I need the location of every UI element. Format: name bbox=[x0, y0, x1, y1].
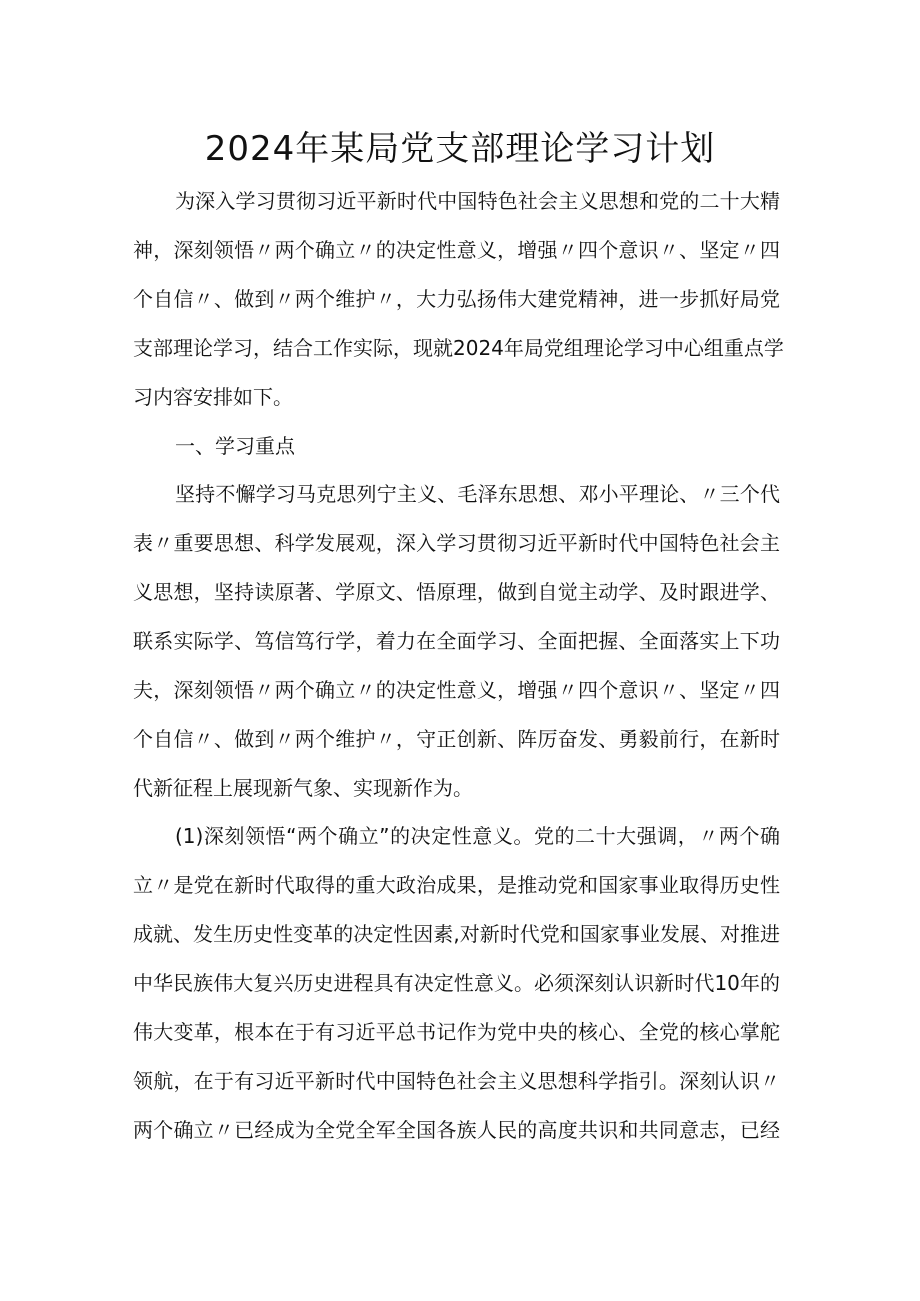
intro-line: 习内容安排如下。 bbox=[133, 385, 293, 409]
section1-line: 联系实际学、笃信笃行学，着力在全面学习、全面把握、全面落实上下功 bbox=[133, 629, 780, 653]
intro-line: 为深入学习贯彻习近平新时代中国特色社会主义思想和党的二十大精 bbox=[175, 189, 780, 213]
item1-line: 伟大变革，根本在于有习近平总书记作为党中央的核心、全党的核心掌舵 bbox=[133, 1020, 780, 1044]
section1-line: 表〃重要思想、科学发展观，深入学习贯彻习近平新时代中国特色社会主 bbox=[133, 531, 780, 555]
section1-line: 义思想，坚持读原著、学原文、悟原理，做到自觉主动学、及时跟进学、 bbox=[133, 580, 780, 604]
section1-line: 夫，深刻领悟〃两个确立〃的决定性意义，增强〃四个意识〃、坚定〃四 bbox=[133, 678, 780, 702]
item1-line: 成就、发生历史性变革的决定性因素,对新时代党和国家事业发展、对推进 bbox=[133, 922, 780, 946]
item1-line: (1)深刻领悟“两个确立”的决定性意义。党的二十大强调，〃两个确 bbox=[175, 824, 780, 848]
item1-line: 中华民族伟大复兴历史进程具有决定性意义。必须深刻认识新时代10年的 bbox=[133, 971, 780, 995]
intro-line: 支部理论学习，结合工作实际，现就2024年局党组理论学习中心组重点学 bbox=[133, 336, 784, 360]
item1-line: 两个确立〃已经成为全党全军全国各族人民的高度共识和共同意志，已经 bbox=[133, 1118, 780, 1142]
section1-line: 坚持不懈学习马克思列宁主义、毛泽东思想、邓小平理论、〃三个代 bbox=[175, 482, 780, 506]
section-heading: 一、学习重点 bbox=[175, 434, 295, 458]
item1-line: 领航，在于有习近平新时代中国特色社会主义思想科学指引。深刻认识〃 bbox=[133, 1069, 780, 1093]
section1-line: 个自信〃、做到〃两个维护〃，守正创新、阵厉奋发、勇毅前行，在新时 bbox=[133, 727, 780, 751]
document-title: 2024年某局党支部理论学习计划 bbox=[204, 129, 716, 169]
intro-line: 神，深刻领悟〃两个确立〃的决定性意义，增强〃四个意识〃、坚定〃四 bbox=[133, 238, 780, 262]
item1-line: 立〃是党在新时代取得的重大政治成果，是推动党和国家事业取得历史性 bbox=[133, 873, 780, 897]
intro-line: 个自信〃、做到〃两个维护〃，大力弘扬伟大建党精神，进一步抓好局党 bbox=[133, 287, 780, 311]
section1-line: 代新征程上展现新气象、实现新作为。 bbox=[133, 776, 473, 800]
